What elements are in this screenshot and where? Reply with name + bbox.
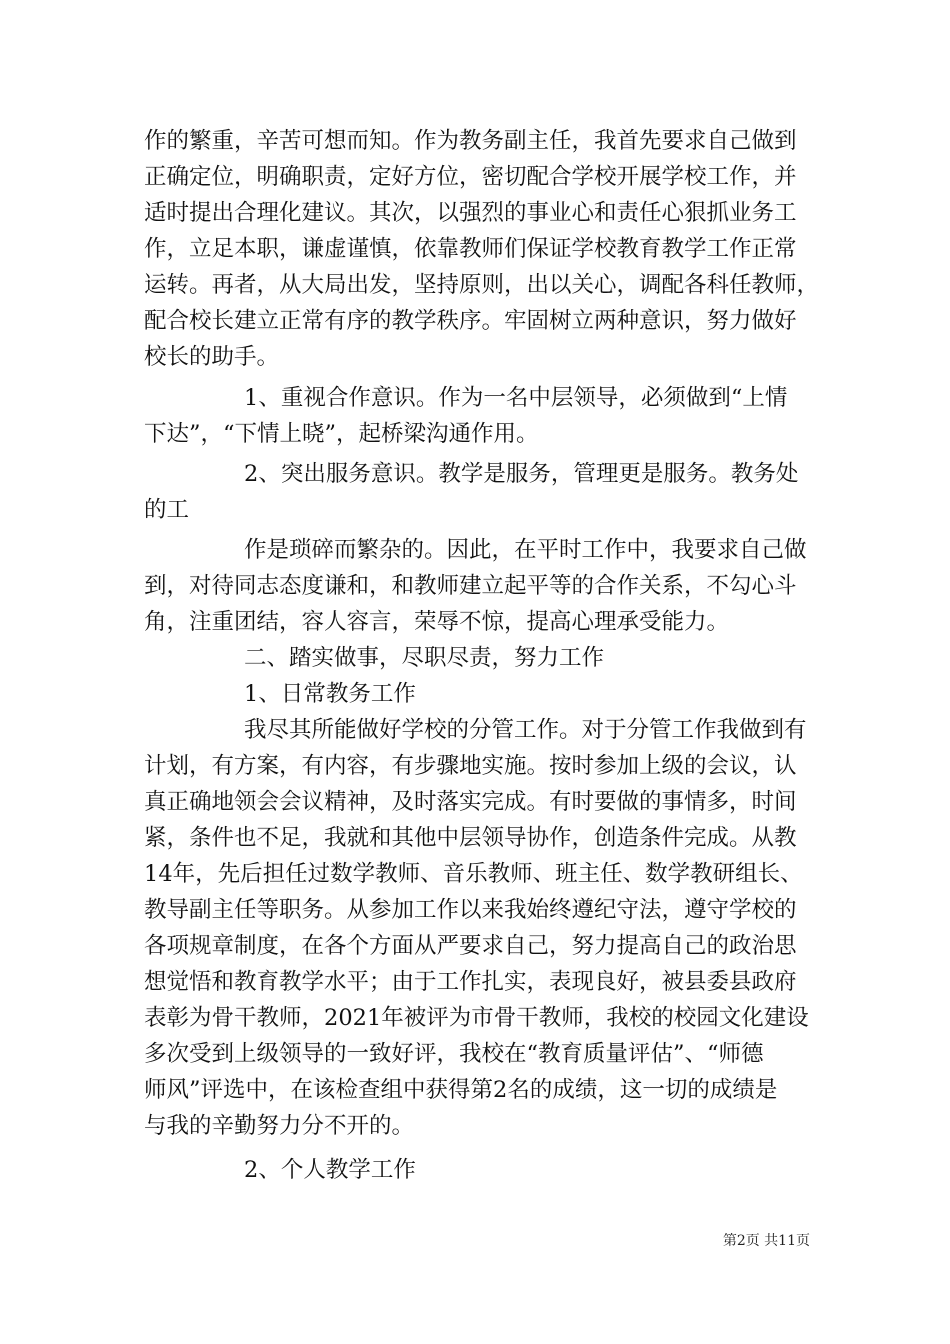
text-line: 的工 [144, 497, 190, 523]
text-line: 角，注重团结，容人容言，荣辱不惊，提高心理承受能力。 [144, 609, 730, 635]
text-line: 计划，有方案，有内容，有步骤地实施。按时参加上级的会议，认 [144, 753, 797, 779]
text-line: 教导副主任等职务。从参加工作以来我始终遵纪守法，遵守学校的 [144, 897, 797, 923]
subsection-heading: 1、日常教务工作 [244, 681, 416, 707]
text-line: 适时提出合理化建议。其次，以强烈的事业心和责任心狠抓业务工 [144, 200, 797, 226]
text-line: 作，立足本职，谦虚谨慎，依靠教师们保证学校教育教学工作正常 [144, 236, 797, 262]
text-line: 表彰为骨干教师，2021年被评为市骨干教师，我校的校园文化建设 [144, 1005, 809, 1031]
text-line: 校长的助手。 [144, 344, 280, 370]
text-line: 到，对待同志态度谦和，和教师建立起平等的合作关系，不勾心斗 [144, 573, 797, 599]
text-line: 作是琐碎而繁杂的。因此，在平时工作中，我要求自己做 [244, 537, 807, 563]
subsection-heading: 2、个人教学工作 [244, 1157, 416, 1183]
text-line: 想觉悟和教育教学水平；由于工作扎实，表现良好，被县委县政府 [144, 969, 797, 995]
text-line: 1、重视合作意识。作为一名中层领导，必须做到“上情 [244, 385, 788, 411]
text-line: 正确定位，明确职责，定好方位，密切配合学校开展学校工作，并 [144, 164, 797, 190]
text-line: 我尽其所能做好学校的分管工作。对于分管工作我做到有 [244, 717, 807, 743]
text-line: 与我的辛勤努力分不开的。 [144, 1113, 415, 1139]
text-line: 各项规章制度，在各个方面从严要求自己，努力提高自己的政治思 [144, 933, 797, 959]
text-line: 配合校长建立正常有序的教学秩序。牢固树立两种意识，努力做好 [144, 308, 797, 334]
text-line: 紧，条件也不足，我就和其他中层领导协作，创造条件完成。从教 [144, 825, 797, 851]
text-line: 作的繁重，辛苦可想而知。作为教务副主任，我首先要求自己做到 [144, 128, 797, 154]
text-line: 运转。再者，从大局出发，坚持原则，出以关心，调配各科任教师， [144, 272, 820, 298]
text-line: 师风”评选中，在该检查组中获得第2名的成绩，这一切的成绩是 [144, 1077, 778, 1103]
text-line: 14年，先后担任过数学教师、音乐教师、班主任、数学教研组长、 [144, 861, 803, 887]
page-number: 第2页 共11页 [722, 1233, 810, 1249]
text-line: 2、突出服务意识。教学是服务，管理更是服务。教务处 [244, 461, 799, 487]
section-heading: 二、踏实做事，尽职尽责，努力工作 [244, 645, 605, 671]
text-line: 多次受到上级领导的一致好评，我校在“教育质量评估”、“师德 [144, 1041, 764, 1067]
text-line: 真正确地领会会议精神，及时落实完成。有时要做的事情多，时间 [144, 789, 797, 815]
text-line: 下达”，“下情上晓”，起桥梁沟通作用。 [144, 421, 539, 447]
